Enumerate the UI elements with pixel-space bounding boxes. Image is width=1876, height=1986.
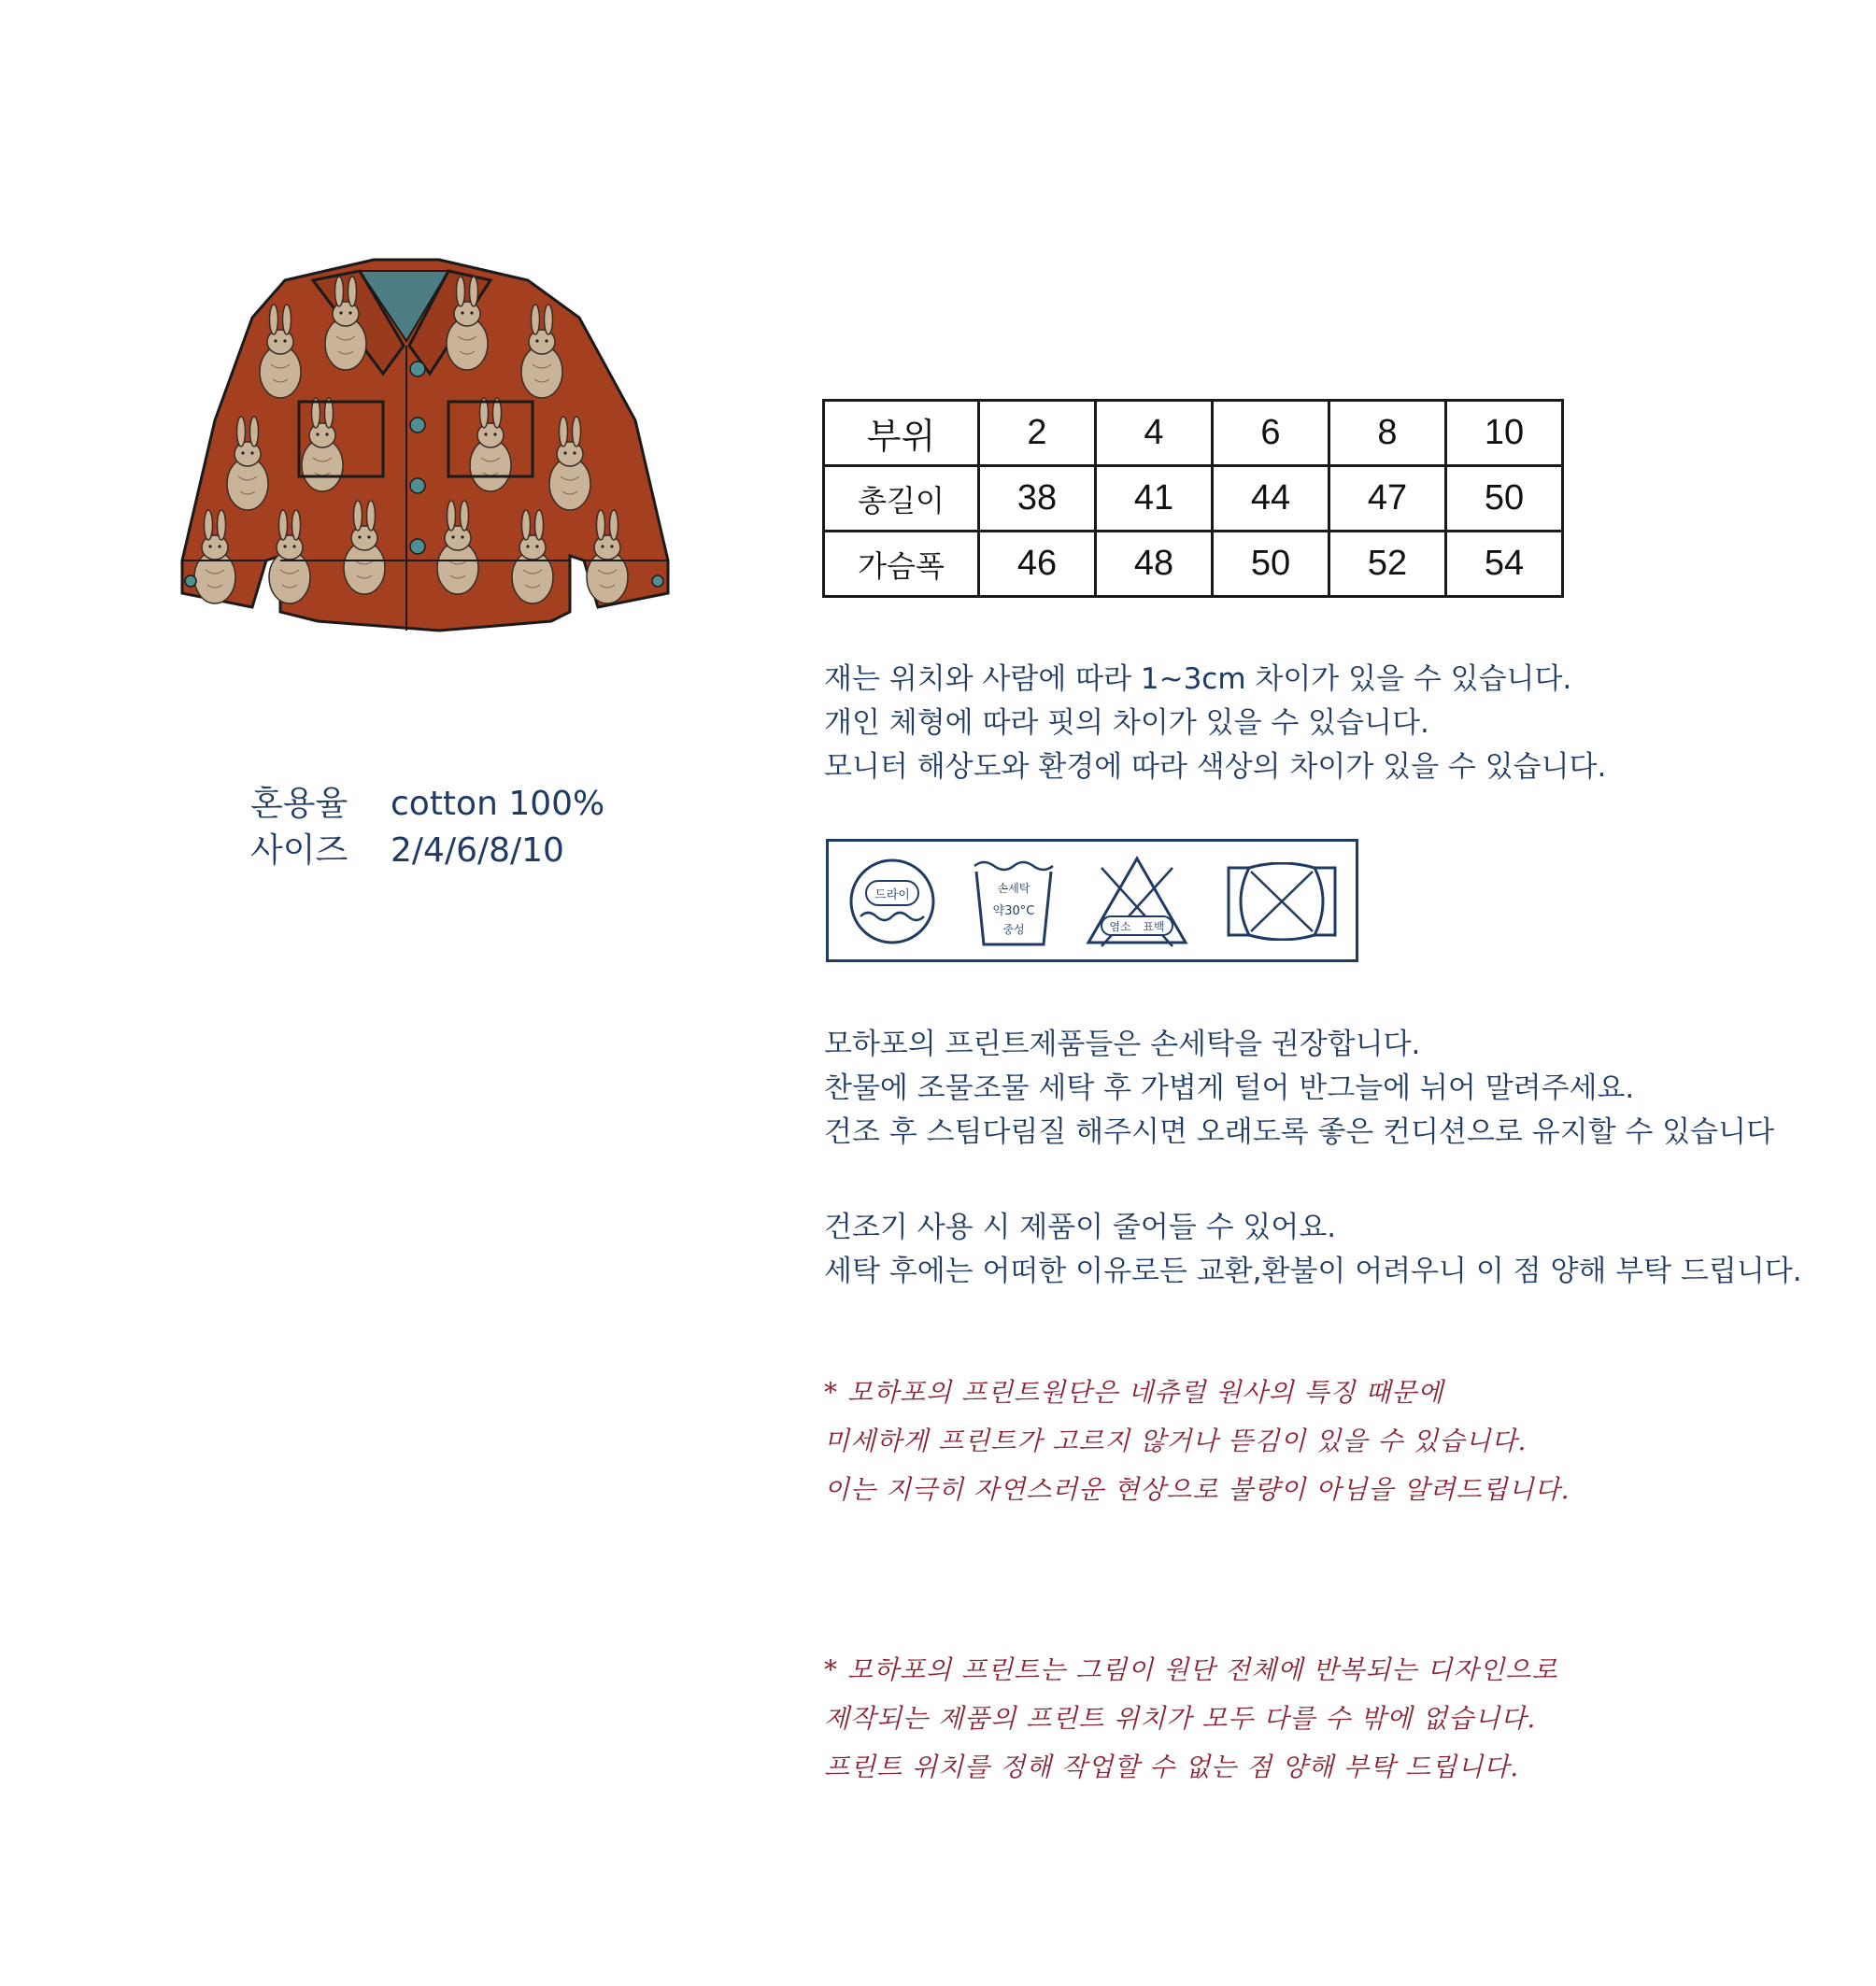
- table-cell: 44: [1213, 466, 1329, 532]
- dry-clean-icon: [847, 857, 937, 946]
- table-header-cell: 부위: [824, 401, 979, 466]
- note-line: 세탁 후에는 어떠한 이유로든 교환,환불이 어려우니 이 점 양해 부탁 드립니다.: [824, 1255, 1802, 1288]
- no-bleach-icon: [1081, 853, 1193, 952]
- table-header-cell: 2: [979, 401, 1096, 466]
- note-line: 건조 후 스팀다림질 해주시면 오래도록 좋은 컨디션으로 유지할 수 있습니다: [824, 1115, 1775, 1149]
- table-row-label: 가슴폭: [824, 532, 979, 597]
- table-cell: 52: [1329, 532, 1446, 597]
- handwritten-note-1: [824, 1369, 1570, 1514]
- handwritten-line: * 모하포의 프린트는 그림이 원단 전체에 반복되는 디자인으로: [824, 1654, 1558, 1685]
- size-value: 2/4/6/8/10: [391, 831, 564, 870]
- note-line: 건조기 사용 시 제품이 줄어들 수 있어요.: [824, 1211, 1337, 1244]
- table-row-label: 총길이: [824, 466, 979, 532]
- handwritten-note-2: [824, 1646, 1558, 1792]
- table-cell: 46: [979, 532, 1096, 597]
- care-icons-box: [826, 839, 1358, 962]
- size-label: 사이즈: [250, 831, 348, 870]
- note-line: 모하포의 프린트제품들은 손세탁을 권장합니다.: [824, 1028, 1421, 1061]
- dryer-notes: [824, 1206, 1802, 1294]
- size-table: [822, 399, 1564, 598]
- product-info: [250, 781, 604, 874]
- handwritten-line: 프린트 위치를 정해 작업할 수 없는 점 양해 부탁 드립니다.: [824, 1752, 1520, 1782]
- table-header-cell: 8: [1329, 401, 1446, 466]
- measurement-notes: [824, 658, 1606, 789]
- fabric-label: 혼용율: [250, 785, 348, 823]
- table-cell: 47: [1329, 466, 1446, 532]
- hand-wash-temp: 약30°C: [992, 904, 1035, 918]
- table-row: [824, 532, 1563, 597]
- table-header-cell: 4: [1096, 401, 1213, 466]
- handwritten-line: 이는 지극히 자연스러운 현상으로 불량이 아님을 알려드립니다.: [824, 1474, 1570, 1505]
- table-cell: 48: [1096, 532, 1213, 597]
- note-line: 모니터 해상도와 환경에 따라 색상의 차이가 있을 수 있습니다.: [824, 750, 1607, 784]
- table-cell: 41: [1096, 466, 1213, 532]
- handwritten-line: 미세하게 프린트가 고르지 않거나 뜯김이 있을 수 있습니다.: [824, 1426, 1528, 1456]
- dry-clean-label: 드라이: [874, 888, 910, 902]
- note-line: 재는 위치와 사람에 따라 1~3cm 차이가 있을 수 있습니다.: [824, 662, 1572, 696]
- table-header-cell: 6: [1213, 401, 1329, 466]
- bleach-left-label: 염소: [1109, 920, 1131, 933]
- jacket-illustration: [159, 252, 691, 710]
- fabric-value: cotton 100%: [391, 785, 605, 823]
- table-header-cell: 10: [1446, 401, 1563, 466]
- care-notes: [824, 1023, 1774, 1155]
- fabric-row: [250, 781, 604, 828]
- hand-wash-title: 손세탁: [997, 882, 1030, 895]
- table-cell: 50: [1213, 532, 1329, 597]
- handwritten-line: * 모하포의 프린트원단은 네츄럴 원사의 특징 때문에: [824, 1377, 1444, 1408]
- note-line: 찬물에 조물조물 세탁 후 가볍게 털어 반그늘에 뉘어 말려주세요.: [824, 1071, 1635, 1105]
- handwritten-line: 제작되는 제품의 프린트 위치가 모두 다를 수 밖에 없습니다.: [824, 1703, 1537, 1734]
- note-line: 개인 체형에 따라 핏의 차이가 있을 수 있습니다.: [824, 706, 1429, 740]
- table-header-row: [824, 401, 1563, 466]
- bleach-right-label: 표백: [1143, 920, 1165, 933]
- no-tumble-dry-icon: [1221, 862, 1343, 941]
- table-cell: 54: [1446, 532, 1563, 597]
- hand-wash-detergent: 중성: [1002, 923, 1025, 936]
- table-cell: 50: [1446, 466, 1563, 532]
- hand-wash-icon: [969, 855, 1059, 952]
- table-row: [824, 466, 1563, 532]
- table-cell: 38: [979, 466, 1096, 532]
- size-row: [250, 828, 604, 874]
